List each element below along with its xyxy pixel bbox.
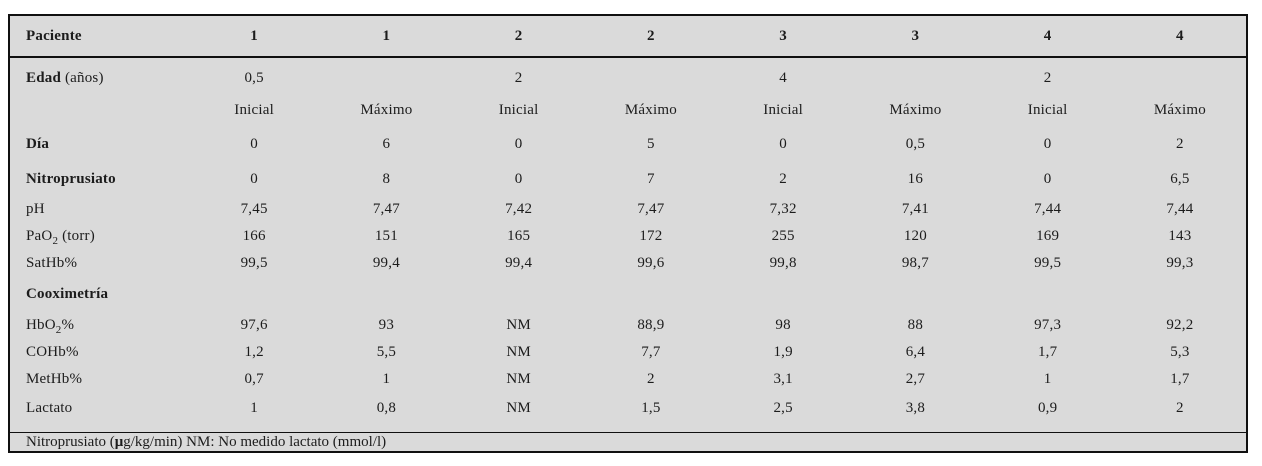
cohb-value-2: 5,5 — [376, 344, 397, 360]
ph-value-1: 7,45 — [240, 201, 268, 217]
lactato-value-3: NM — [506, 400, 531, 416]
hbo2-value-1: 97,6 — [240, 317, 268, 333]
patients-data-table — [8, 14, 1248, 453]
row-dia — [10, 126, 1246, 162]
row-pao2-label-pre: PaO — [26, 228, 53, 244]
methb-value-7: 1 — [1043, 371, 1052, 387]
dia-value-3: 0 — [514, 135, 523, 152]
methb-value-2: 1 — [382, 371, 391, 387]
pao2-value-4: 172 — [639, 228, 663, 244]
row-cooximetria — [10, 277, 1246, 312]
table-body — [10, 58, 1246, 432]
edad-value-3: 2 — [514, 70, 523, 86]
row-sathb — [10, 250, 1246, 277]
row-pao2-label-sub: 2 — [52, 235, 59, 247]
nitroprusiato-value-1: 0 — [250, 170, 258, 187]
lactato-value-6: 3,8 — [905, 400, 926, 416]
pao2-value-8: 143 — [1168, 228, 1192, 244]
cohb-value-4: 7,7 — [641, 344, 661, 360]
phase-col-3: Inicial — [498, 102, 539, 118]
row-hbo2-label — [10, 317, 188, 334]
sathb-value-4: 99,6 — [637, 255, 665, 271]
pao2-value-3: 165 — [507, 228, 531, 244]
header-patient-col-4: 2 — [647, 27, 655, 44]
lactato-value-5: 2,5 — [773, 400, 793, 416]
methb-value-6: 2,7 — [905, 371, 926, 387]
row-cooximetria-label: Cooximetría — [26, 286, 109, 302]
phase-col-5: Inicial — [763, 102, 803, 118]
cohb-value-6: 6,4 — [905, 344, 926, 360]
row-pao2-label-post: (torr) — [58, 228, 95, 244]
hbo2-value-6: 88 — [907, 317, 924, 333]
row-ph — [10, 196, 1246, 223]
pao2-value-7: 169 — [1036, 228, 1060, 244]
row-cohb-label: COHb% — [26, 344, 79, 360]
sathb-value-3: 99,4 — [505, 255, 533, 271]
nitroprusiato-value-2: 8 — [382, 170, 391, 187]
header-patient-col-3: 2 — [514, 27, 523, 44]
dia-value-4: 5 — [647, 135, 655, 152]
row-hbo2-label-sub: 2 — [55, 324, 62, 336]
hbo2-value-3: NM — [506, 317, 531, 333]
phase-col-8: Máximo — [1153, 102, 1206, 118]
row-phase — [10, 95, 1246, 126]
row-lactato-label: Lactato — [26, 400, 73, 416]
dia-value-6: 0,5 — [905, 135, 926, 152]
sathb-value-7: 99,5 — [1034, 255, 1062, 271]
nitroprusiato-value-5: 2 — [779, 170, 787, 187]
header-patient-col-1: 1 — [250, 27, 258, 44]
header-patient-col-7: 4 — [1043, 27, 1052, 44]
row-methb-label: MetHb% — [26, 371, 83, 387]
methb-value-1: 0,7 — [244, 371, 264, 387]
sathb-value-1: 99,5 — [240, 255, 268, 271]
nitroprusiato-value-7: 0 — [1043, 170, 1052, 187]
nitroprusiato-value-8: 6,5 — [1170, 170, 1190, 187]
sathb-value-5: 99,8 — [769, 255, 797, 271]
pao2-value-1: 166 — [242, 228, 266, 244]
row-hbo2-label-pre: HbO — [26, 317, 56, 333]
row-dia-label: Día — [26, 135, 50, 152]
methb-value-8: 1,7 — [1170, 371, 1190, 387]
ph-value-7: 7,44 — [1034, 201, 1062, 217]
pao2-value-2: 151 — [374, 228, 398, 244]
ph-value-8: 7,44 — [1166, 201, 1194, 217]
nitroprusiato-value-6: 16 — [907, 170, 924, 187]
edad-value-1: 0,5 — [244, 70, 264, 86]
ph-value-6: 7,41 — [901, 201, 929, 217]
phase-col-7: Inicial — [1027, 102, 1068, 118]
row-edad-label — [10, 70, 188, 87]
header-patient-col-6: 3 — [911, 27, 920, 44]
row-methb — [10, 366, 1246, 393]
phase-col-4: Máximo — [624, 102, 677, 118]
hbo2-value-2: 93 — [378, 317, 395, 333]
methb-value-3: NM — [506, 371, 531, 387]
row-pao2 — [10, 223, 1246, 250]
row-edad — [10, 62, 1246, 95]
pao2-value-5: 255 — [771, 228, 795, 244]
edad-value-5: 4 — [779, 70, 787, 86]
dia-value-8: 2 — [1176, 135, 1184, 152]
hbo2-value-4: 88,9 — [637, 317, 665, 333]
row-hbo2 — [10, 312, 1246, 339]
dia-value-7: 0 — [1043, 135, 1052, 152]
row-edad-label-rest: (años) — [61, 70, 104, 86]
table-header-row — [10, 16, 1246, 58]
row-hbo2-label-post: % — [61, 317, 75, 333]
row-edad-label-bold: Edad — [26, 70, 61, 86]
hbo2-value-7: 97,3 — [1034, 317, 1062, 333]
header-patient-col-2: 1 — [382, 27, 391, 44]
methb-value-5: 3,1 — [773, 371, 793, 387]
methb-value-4: 2 — [647, 371, 655, 387]
footnote-pre: Nitroprusiato ( — [26, 433, 115, 450]
hbo2-value-5: 98 — [775, 317, 791, 333]
lactato-value-1: 1 — [250, 400, 258, 416]
row-cohb — [10, 339, 1246, 366]
ph-value-5: 7,32 — [769, 201, 797, 217]
ph-value-3: 7,42 — [505, 201, 533, 217]
lactato-value-2: 0,8 — [376, 400, 397, 416]
cohb-value-3: NM — [506, 344, 531, 360]
dia-value-5: 0 — [779, 135, 787, 152]
dia-value-1: 0 — [250, 135, 258, 152]
sathb-value-2: 99,4 — [372, 255, 400, 271]
dia-value-2: 6 — [382, 135, 391, 152]
ph-value-4: 7,47 — [637, 201, 665, 217]
row-nitroprusiato-label: Nitroprusiato — [26, 170, 116, 187]
row-nitroprusiato — [10, 162, 1246, 196]
hbo2-value-8: 92,2 — [1166, 317, 1194, 333]
lactato-value-8: 2 — [1176, 400, 1184, 416]
phase-col-1: Inicial — [234, 102, 274, 118]
ph-value-2: 7,47 — [372, 201, 400, 217]
row-sathb-label: SatHb% — [26, 255, 78, 271]
table-footnote — [10, 432, 1246, 451]
header-paciente-label: Paciente — [26, 27, 82, 44]
row-lactato — [10, 393, 1246, 424]
nitroprusiato-value-4: 7 — [647, 170, 655, 187]
cohb-value-1: 1,2 — [244, 344, 264, 360]
cohb-value-5: 1,9 — [773, 344, 793, 360]
row-ph-label: pH — [26, 201, 45, 217]
footnote-post: g/kg/min) NM: No medido lactato (mmol/l) — [123, 433, 387, 450]
phase-col-6: Máximo — [889, 102, 942, 118]
cohb-value-8: 5,3 — [1170, 344, 1190, 360]
cohb-value-7: 1,7 — [1037, 344, 1058, 360]
lactato-value-7: 0,9 — [1037, 400, 1058, 416]
header-patient-col-5: 3 — [779, 27, 787, 44]
footnote-mu-symbol: μ — [114, 433, 124, 450]
edad-value-7: 2 — [1043, 70, 1052, 86]
sathb-value-6: 98,7 — [901, 255, 929, 271]
sathb-value-8: 99,3 — [1166, 255, 1194, 271]
lactato-value-4: 1,5 — [641, 400, 661, 416]
phase-col-2: Máximo — [360, 102, 413, 118]
header-patient-col-8: 4 — [1176, 27, 1184, 44]
pao2-value-6: 120 — [903, 228, 927, 244]
nitroprusiato-value-3: 0 — [514, 170, 523, 187]
row-pao2-label — [10, 228, 188, 245]
